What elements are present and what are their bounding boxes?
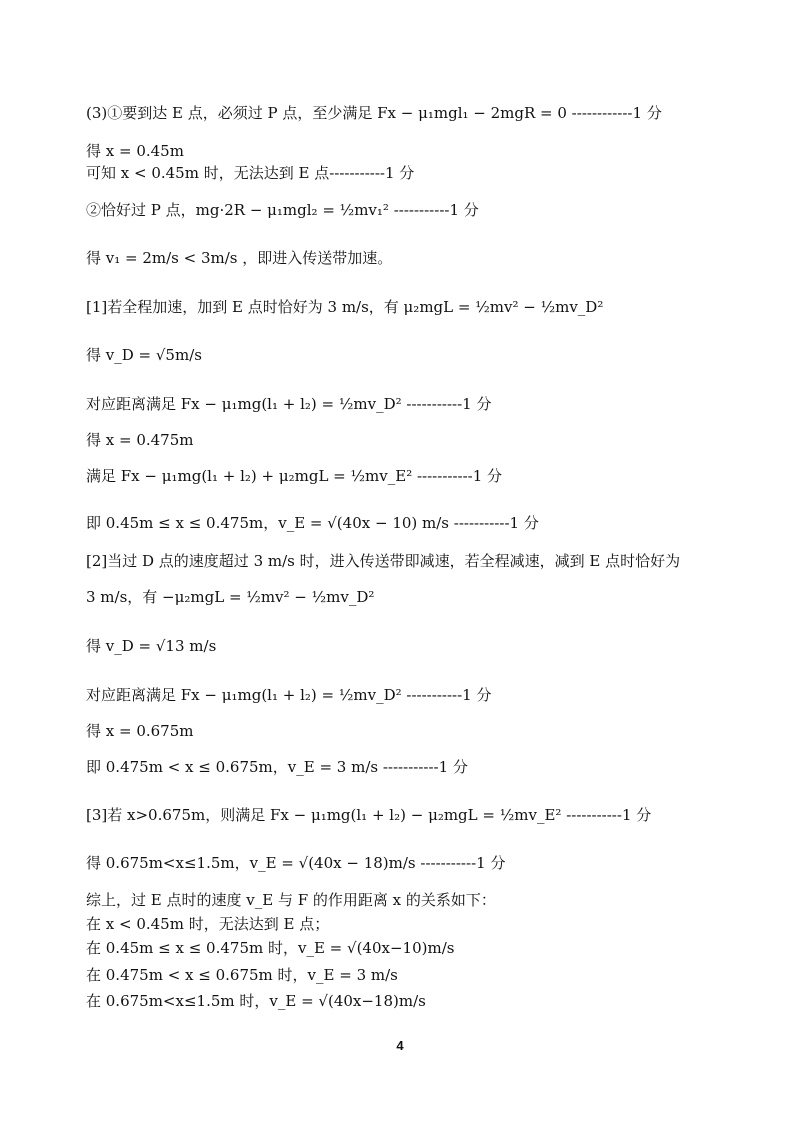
line-1: (3)①要到达 E 点，必须过 P 点，至少满足 Fx − μ₁mgl₁ − 2mgR = 0 ------------1 分 bbox=[86, 104, 662, 122]
line-21: 在 x < 0.45m 时，无法达到 E 点； bbox=[86, 915, 330, 933]
line-14: 得 v_D = √13 m/s bbox=[86, 637, 217, 655]
line-23: 在 0.475m < x ≤ 0.675m 时，v_E = 3 m/s bbox=[86, 966, 398, 984]
line-8: 对应距离满足 Fx − μ₁mg(l₁ + l₂) = ½mv_D² -----------1 分 bbox=[86, 395, 492, 413]
line-4: ②恰好过 P 点，mg·2R − μ₁mgl₂ = ½mv₁² -----------1 分 bbox=[86, 201, 479, 219]
line-17: 即 0.475m < x ≤ 0.675m，v_E = 3 m/s -----------1 分 bbox=[86, 758, 468, 776]
line-18: [3]若 x>0.675m，则满足 Fx − μ₁mg(l₁ + l₂) − μ₂mgL = ½mv_E² -----------1 分 bbox=[86, 806, 652, 824]
line-13: 3 m/s，有 −μ₂mgL = ½mv² − ½mv_D² bbox=[86, 588, 375, 606]
line-3: 可知 x < 0.45m 时，无法达到 E 点-----------1 分 bbox=[86, 164, 415, 182]
page-number: 4 bbox=[396, 1038, 404, 1053]
line-2: 得 x = 0.45m bbox=[86, 142, 184, 160]
line-7: 得 v_D = √5m/s bbox=[86, 346, 202, 364]
line-10: 满足 Fx − μ₁mg(l₁ + l₂) + μ₂mgL = ½mv_E² -----------1 分 bbox=[86, 467, 503, 485]
line-20: 综上，过 E 点时的速度 v_E 与 F 的作用距离 x 的关系如下： bbox=[86, 891, 496, 909]
line-15: 对应距离满足 Fx − μ₁mg(l₁ + l₂) = ½mv_D² -----------1 分 bbox=[86, 686, 492, 704]
line-19: 得 0.675m<x≤1.5m，v_E = √(40x − 18)m/s -----------1 分 bbox=[86, 854, 506, 872]
line-9: 得 x = 0.475m bbox=[86, 431, 194, 449]
line-5: 得 v₁ = 2m/s < 3m/s ，即进入传送带加速。 bbox=[86, 249, 393, 267]
line-22: 在 0.45m ≤ x ≤ 0.475m 时，v_E = √(40x−10)m/s bbox=[86, 939, 455, 957]
line-12: [2]当过 D 点的速度超过 3 m/s 时，进入传送带即减速，若全程减速，减到 E 点时恰好为 bbox=[86, 552, 681, 570]
line-6: [1]若全程加速，加到 E 点时恰好为 3 m/s，有 μ₂mgL = ½mv² − ½mv_D² bbox=[86, 298, 604, 316]
line-24: 在 0.675m<x≤1.5m 时，v_E = √(40x−18)m/s bbox=[86, 992, 426, 1010]
line-11: 即 0.45m ≤ x ≤ 0.475m，v_E = √(40x − 10) m/s -----------1 分 bbox=[86, 514, 539, 532]
line-16: 得 x = 0.675m bbox=[86, 722, 194, 740]
